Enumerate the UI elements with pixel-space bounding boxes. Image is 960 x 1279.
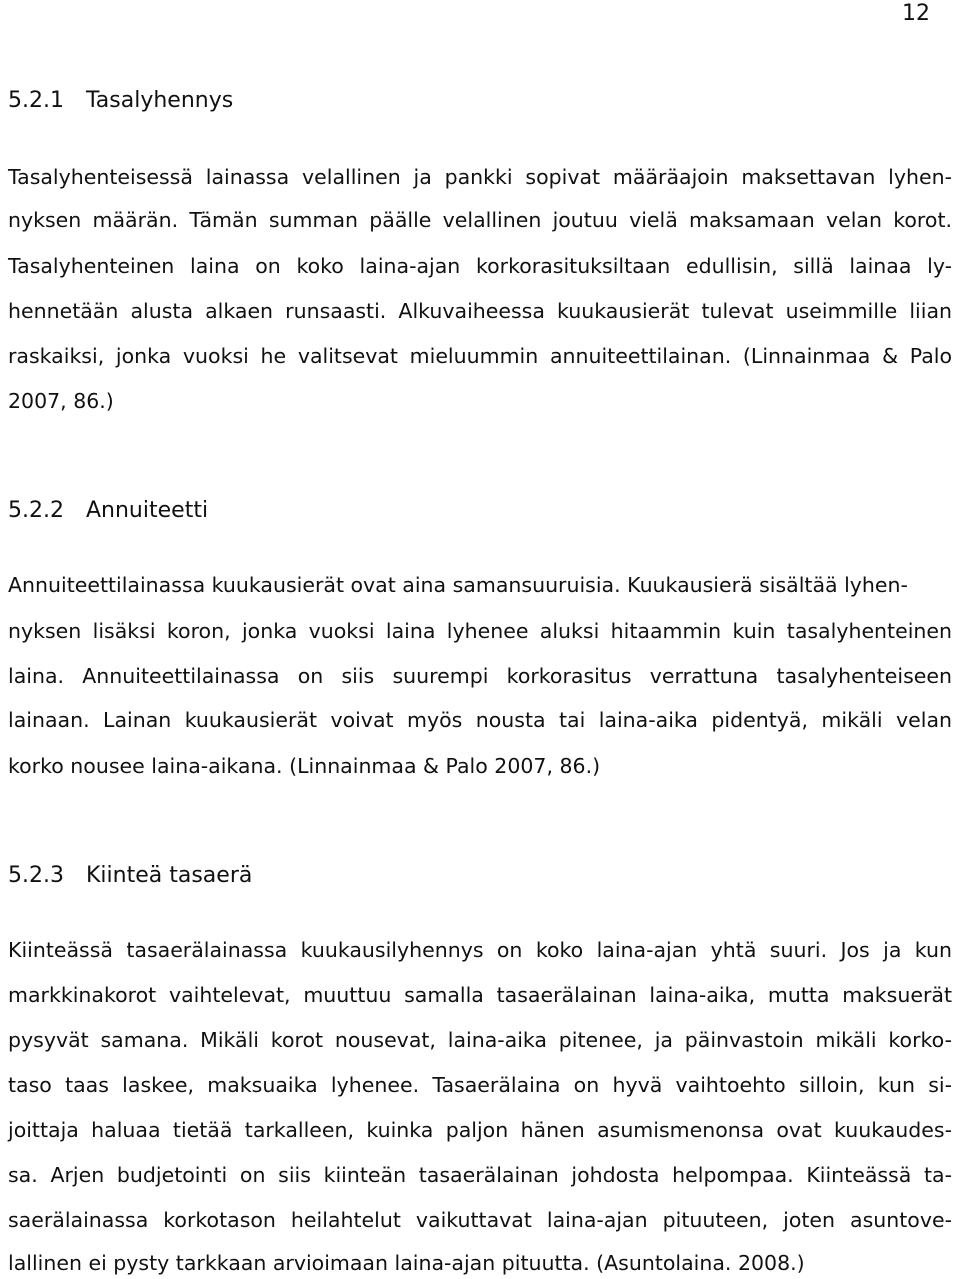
section-heading-5-2-1 [8, 87, 233, 115]
paragraph-line: nyksen lisäksi koron, jonka vuoksi laina lyhenee aluksi hitaammin kuin tasalyhenteinen [8, 619, 952, 643]
section-heading-5-2-2 [8, 497, 208, 525]
paragraph-line: laina. Annuiteettilainassa on siis suurempi korkorasitus verrattuna tasalyhenteiseen [8, 664, 952, 688]
paragraph-line: Tasalyhenteisessä lainassa velallinen ja pankki sopivat määräajoin maksettavan lyhen- [8, 165, 952, 189]
section-heading-5-2-3 [8, 862, 252, 890]
paragraph-line: lallinen ei pysty tarkkaan arvioimaan laina-ajan pituutta. (Asuntolaina. 2008.) [8, 1251, 805, 1275]
paragraph-line: pysyvät samana. Mikäli korot nousevat, laina-aika pitenee, ja päinvastoin mikäli korko- [8, 1028, 952, 1052]
paragraph-line: Kiinteässä tasaerälainassa kuukausilyhennys on koko laina-ajan yhtä suuri. Jos ja kun [8, 938, 952, 962]
paragraph-line: lainaan. Lainan kuukausierät voivat myös nousta tai laina-aika pidentyä, mikäli velan [8, 708, 952, 732]
paragraph-line: hennetään alusta alkaen runsaasti. Alkuvaiheessa kuukausierät tulevat useimmille liian [8, 299, 952, 323]
page-number: 12 [902, 1, 930, 26]
section-title: Annuiteetti [86, 498, 209, 523]
paragraph-line: markkinakorot vaihtelevat, muuttuu samalla tasaerälainan laina-aika, mutta maksuerät [8, 983, 952, 1007]
section-number: 5.2.2 [8, 498, 64, 523]
section-title: Tasalyhennys [86, 88, 234, 113]
paragraph-line: sa. Arjen budjetointi on siis kiinteän tasaerälainan johdosta helpompaa. Kiinteässä ta- [8, 1163, 952, 1187]
section-number: 5.2.3 [8, 863, 64, 888]
paragraph-line: 2007, 86.) [8, 389, 114, 413]
paragraph-line: korko nousee laina-aikana. (Linnainmaa & Palo 2007, 86.) [8, 754, 601, 778]
paragraph-line: raskaiksi, jonka vuoksi he valitsevat mieluummin annuiteettilainan. (Linnainmaa & Palo [8, 344, 952, 368]
paragraph-line: joittaja haluaa tietää tarkalleen, kuinka paljon hänen asumismenonsa ovat kuukaudes- [8, 1118, 952, 1142]
paragraph-line: Annuiteettilainassa kuukausierät ovat aina samansuuruisia. Kuukausierä sisältää lyhen- [8, 573, 908, 597]
paragraph-line: nyksen määrän. Tämän summan päälle velallinen joutuu vielä maksamaan velan korot. [8, 208, 952, 232]
section-number: 5.2.1 [8, 88, 64, 113]
paragraph-line: saerälainassa korkotason heilahtelut vaikuttavat laina-ajan pituuteen, joten asuntove- [8, 1208, 952, 1232]
paragraph-line: taso taas laskee, maksuaika lyhenee. Tasaerälaina on hyvä vaihtoehto silloin, kun si- [8, 1073, 952, 1097]
section-title: Kiinteä tasaerä [86, 863, 253, 888]
paragraph-line: Tasalyhenteinen laina on koko laina-ajan korkorasituksiltaan edullisin, sillä lainaa ly- [8, 254, 952, 278]
